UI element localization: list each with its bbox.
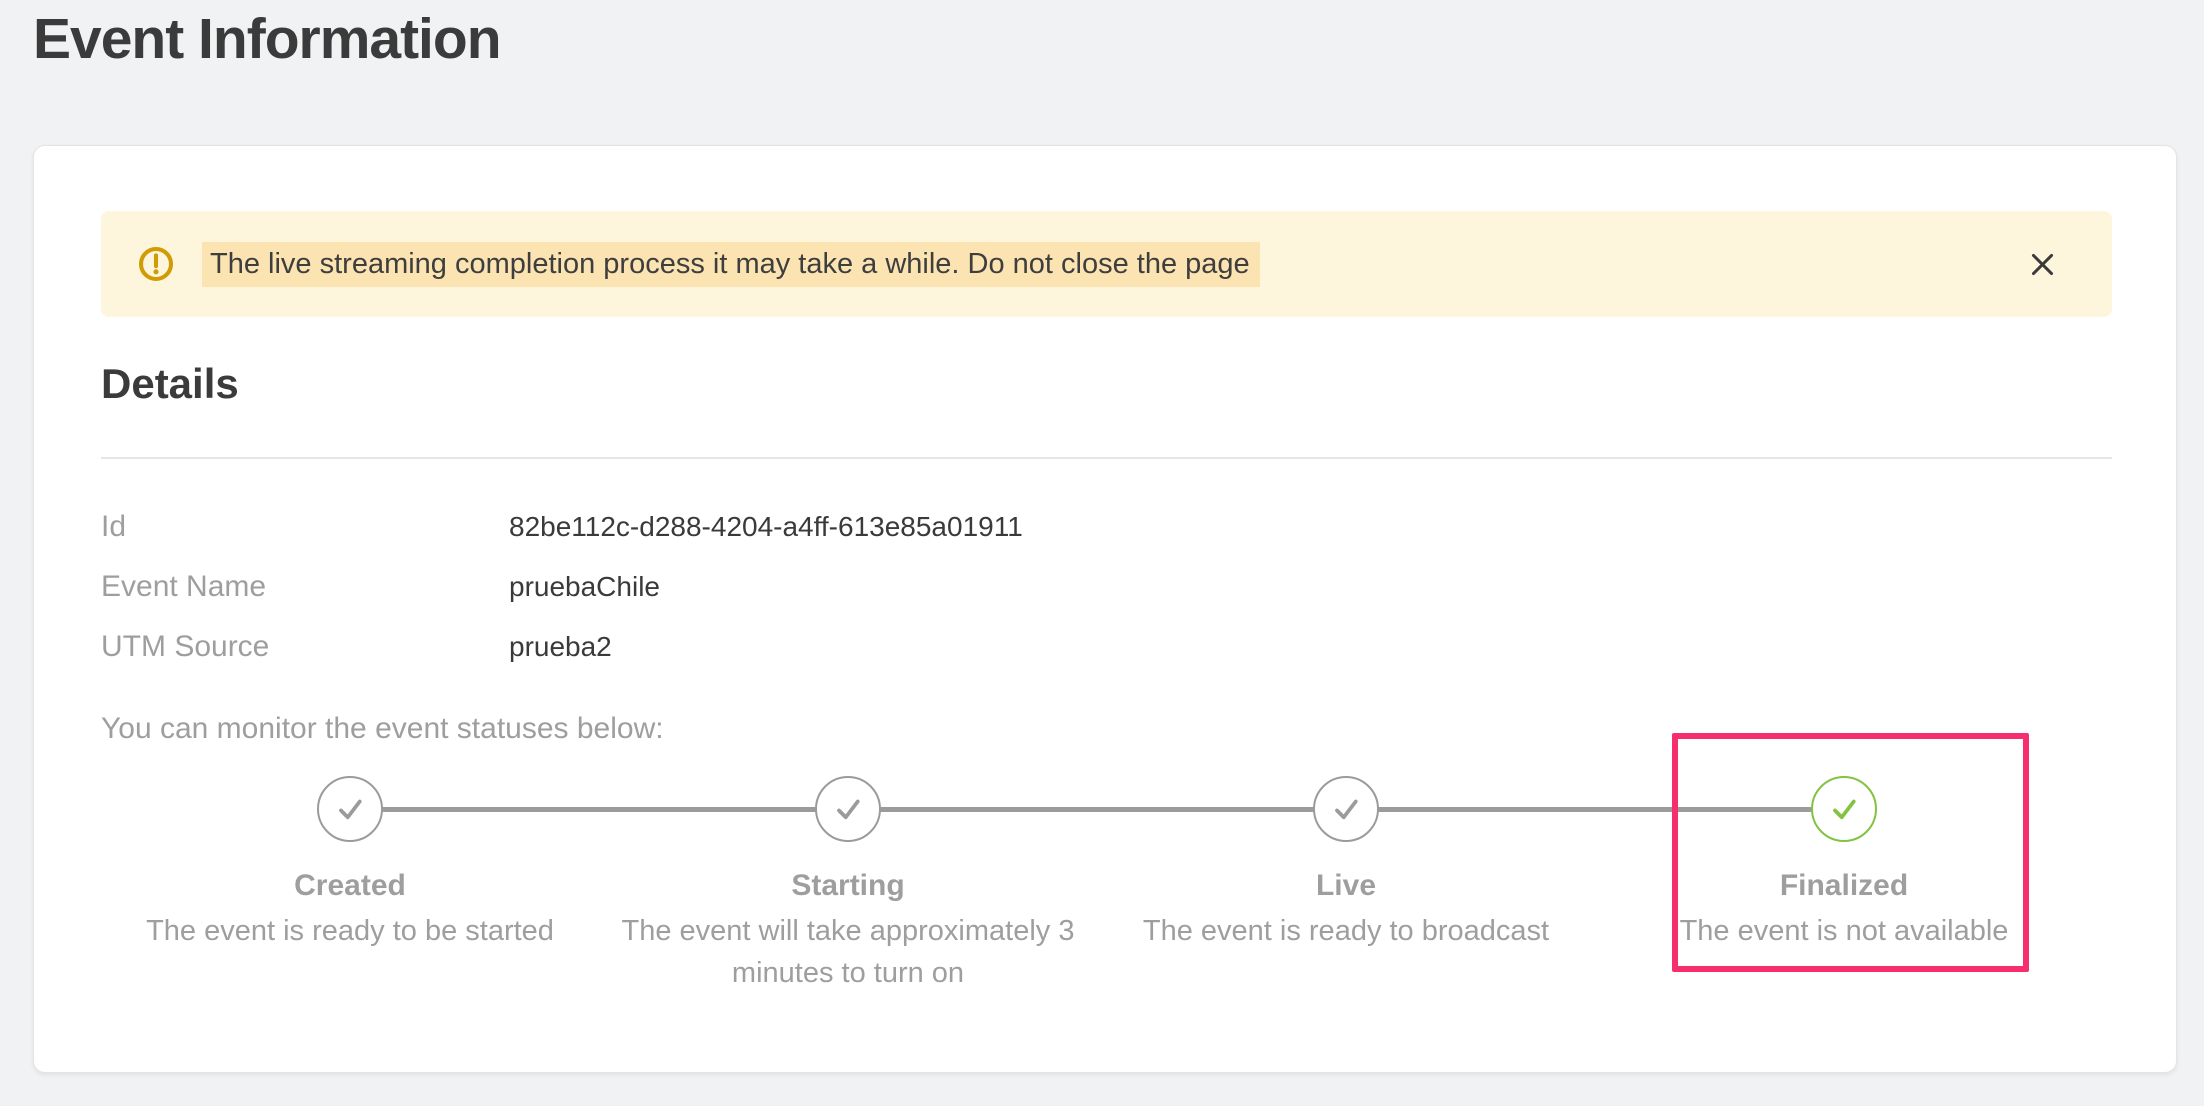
step-starting <box>599 776 1097 994</box>
field-label: Event Name <box>101 570 267 603</box>
check-icon <box>1328 791 1364 827</box>
step-circle <box>1313 776 1379 842</box>
step-name: Starting <box>791 869 905 902</box>
field-label: Id <box>101 510 127 543</box>
close-icon <box>2027 249 2058 280</box>
warning-banner <box>101 211 2112 317</box>
step-description: The event is ready to broadcast <box>1142 915 1550 947</box>
warning-icon <box>138 246 174 282</box>
step-name: Created <box>294 869 406 902</box>
field-value: 82be112c-d288-4204-a4ff-613e85a01911 <box>509 511 1023 542</box>
details-divider <box>101 457 2112 459</box>
step-created <box>101 776 599 994</box>
step-live <box>1097 776 1595 994</box>
check-icon <box>1826 791 1862 827</box>
step-circle <box>815 776 881 842</box>
field-value: prueba2 <box>509 631 612 662</box>
step-name: Finalized <box>1779 869 1909 902</box>
check-icon <box>830 791 866 827</box>
step-circle <box>1811 776 1877 842</box>
field-label: UTM Source <box>101 630 270 663</box>
details-heading: Details <box>101 360 239 407</box>
close-banner-button[interactable] <box>2022 244 2062 284</box>
details-fields <box>101 509 2112 665</box>
status-stepper <box>101 776 2093 996</box>
field-row-id <box>101 509 2112 545</box>
step-circle <box>317 776 383 842</box>
step-description: The event is not available <box>1679 915 2009 947</box>
check-icon <box>332 791 368 827</box>
page-title: Event Information <box>33 7 501 71</box>
banner-message: The live streaming completion process it may take a while. Do not close the page <box>202 242 1260 287</box>
step-description: The event is ready to be started <box>146 915 554 947</box>
field-row-event-name <box>101 569 2112 605</box>
field-row-utm-source <box>101 629 2112 665</box>
step-finalized <box>1595 776 2093 994</box>
monitor-statuses-text: You can monitor the event statuses below: <box>101 712 664 745</box>
step-description: The event will take approximately 3 minutes to turn on <box>621 915 1075 989</box>
step-name: Live <box>1315 869 1377 902</box>
field-value: pruebaChile <box>509 571 660 602</box>
event-info-card <box>33 145 2177 1073</box>
stepper-steps <box>101 776 2093 994</box>
